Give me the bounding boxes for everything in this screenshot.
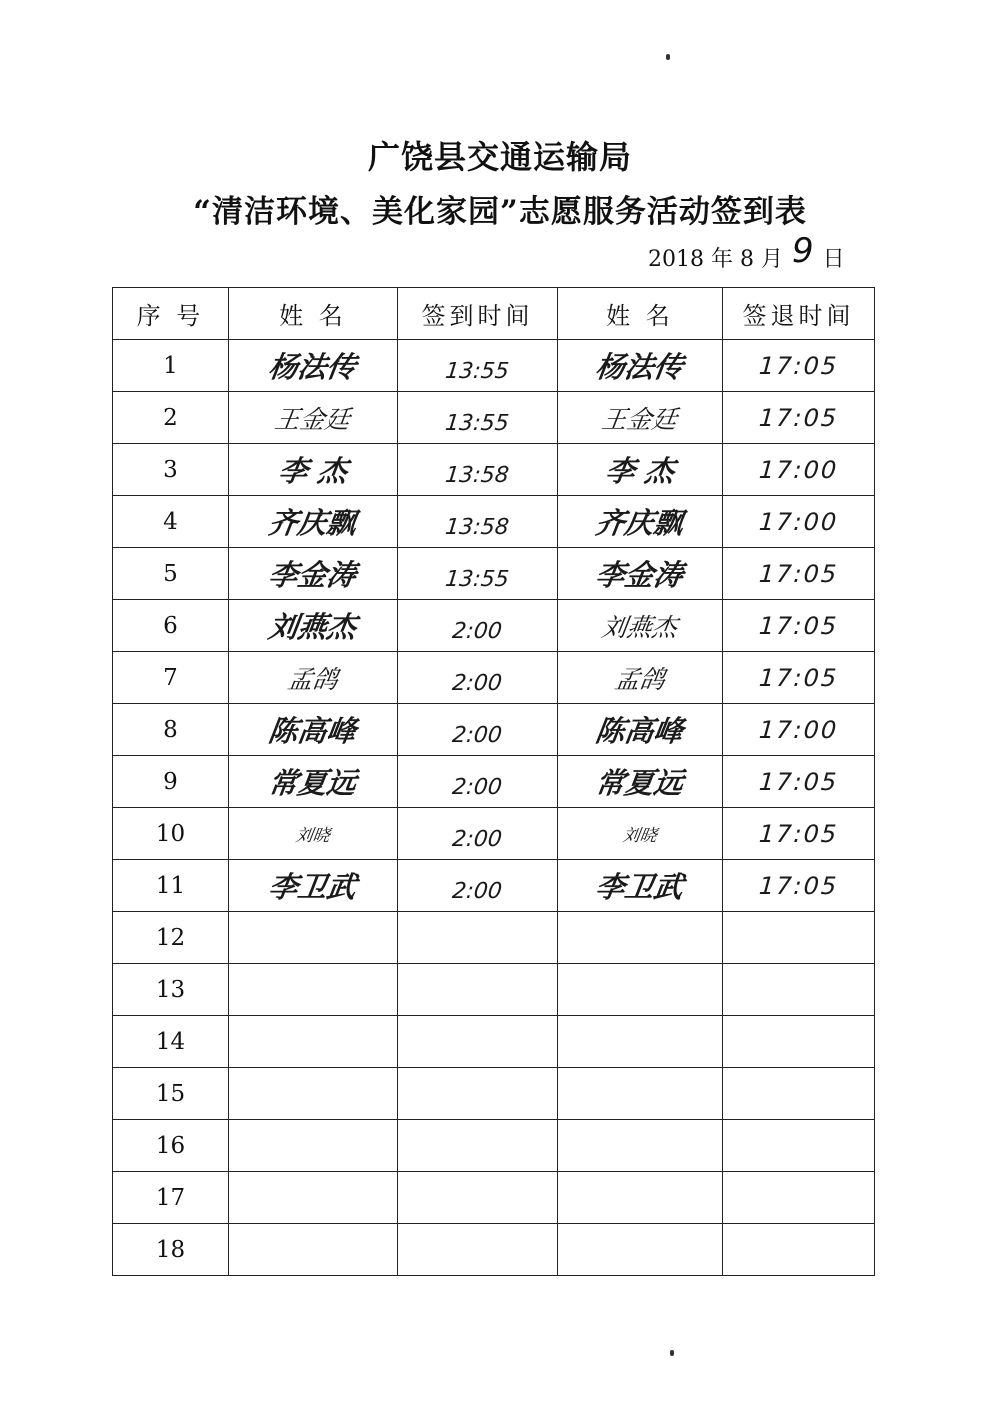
table-row — [113, 1016, 875, 1068]
time-in-cell — [398, 1068, 558, 1120]
name-in-cell — [229, 392, 398, 444]
name-out-cell — [558, 444, 723, 496]
header-seq: 序 号 — [113, 288, 229, 340]
signature-out: 王金廷 — [600, 404, 680, 434]
signature-in: 李金涛 — [266, 558, 359, 592]
table-row — [113, 1068, 875, 1120]
signout-time: 17:05 — [757, 403, 840, 432]
time-in-cell — [398, 756, 558, 808]
date-year-unit: 年 — [711, 247, 734, 272]
row-seq: 14 — [113, 1016, 229, 1068]
signin-time: 2:00 — [450, 827, 503, 852]
signature-in: 刘晓 — [294, 826, 332, 846]
time-in-cell — [398, 652, 558, 704]
time-in-cell — [398, 548, 558, 600]
name-out-cell — [558, 912, 723, 964]
row-seq: 8 — [113, 704, 229, 756]
time-out-cell — [723, 1016, 875, 1068]
time-in-cell — [398, 1120, 558, 1172]
signout-time: 17:05 — [757, 351, 840, 380]
time-out-cell — [723, 600, 875, 652]
date-day-unit: 日 — [822, 247, 845, 272]
signature-out: 李金涛 — [593, 558, 686, 592]
time-in-cell — [398, 496, 558, 548]
time-out-cell — [723, 340, 875, 392]
name-in-cell — [229, 756, 398, 808]
time-in-cell — [398, 912, 558, 964]
name-out-cell — [558, 652, 723, 704]
signout-time: 17:00 — [757, 455, 840, 484]
table-row — [113, 1172, 875, 1224]
row-seq: 15 — [113, 1068, 229, 1120]
time-in-cell — [398, 600, 558, 652]
name-in-cell — [229, 1172, 398, 1224]
date-line — [648, 231, 845, 273]
signature-out: 陈高峰 — [593, 714, 686, 748]
date-month-unit: 月 — [761, 247, 784, 272]
time-in-cell — [398, 808, 558, 860]
table-row — [113, 548, 875, 600]
name-in-cell — [229, 600, 398, 652]
time-in-cell — [398, 340, 558, 392]
table-row — [113, 964, 875, 1016]
time-out-cell — [723, 964, 875, 1016]
time-in-cell — [398, 964, 558, 1016]
signature-in: 陈高峰 — [266, 714, 359, 748]
table-row — [113, 756, 875, 808]
table-row — [113, 600, 875, 652]
table-header-row — [113, 288, 875, 340]
document-subtitle: “清洁环境、美化家园”志愿服务活动签到表 — [193, 194, 807, 230]
signin-time: 13:55 — [443, 359, 510, 384]
name-out-cell — [558, 704, 723, 756]
signature-in: 孟鸽 — [285, 664, 340, 694]
signature-in: 李卫武 — [266, 870, 359, 904]
name-out-cell — [558, 1172, 723, 1224]
signout-time: 17:05 — [757, 767, 840, 796]
signout-time: 17:05 — [757, 663, 840, 692]
name-in-cell — [229, 964, 398, 1016]
time-out-cell — [723, 392, 875, 444]
scan-speck — [666, 54, 670, 60]
signature-in: 李 杰 — [276, 454, 350, 488]
table-row — [113, 392, 875, 444]
signature-out: 常夏远 — [593, 766, 686, 800]
name-out-cell — [558, 860, 723, 912]
row-seq: 11 — [113, 860, 229, 912]
row-seq: 3 — [113, 444, 229, 496]
signature-out: 李 杰 — [603, 454, 677, 488]
signature-out: 孟鸽 — [612, 664, 667, 694]
signin-time: 2:00 — [450, 671, 503, 696]
signin-time: 13:55 — [443, 411, 510, 436]
name-out-cell — [558, 496, 723, 548]
time-out-cell — [723, 912, 875, 964]
time-in-cell — [398, 1224, 558, 1276]
table-row — [113, 340, 875, 392]
header-signin-time: 签到时间 — [398, 288, 558, 340]
name-out-cell — [558, 1120, 723, 1172]
row-seq: 18 — [113, 1224, 229, 1276]
time-out-cell — [723, 444, 875, 496]
signature-out: 刘燕杰 — [600, 612, 680, 642]
name-in-cell — [229, 1120, 398, 1172]
time-out-cell — [723, 860, 875, 912]
table-row — [113, 1224, 875, 1276]
time-in-cell — [398, 1016, 558, 1068]
signout-time: 17:05 — [757, 611, 840, 640]
name-in-cell — [229, 912, 398, 964]
signout-time: 17:00 — [757, 507, 840, 536]
row-seq: 10 — [113, 808, 229, 860]
signout-time: 17:00 — [757, 715, 840, 744]
signature-in: 刘燕杰 — [266, 610, 359, 644]
time-out-cell — [723, 548, 875, 600]
table-row — [113, 496, 875, 548]
signin-time: 2:00 — [450, 879, 503, 904]
name-out-cell — [558, 808, 723, 860]
row-seq: 9 — [113, 756, 229, 808]
signature-out: 杨法传 — [593, 350, 686, 384]
time-out-cell — [723, 1120, 875, 1172]
signature-in: 常夏远 — [266, 766, 359, 800]
signin-time: 13:55 — [443, 567, 510, 592]
time-out-cell — [723, 756, 875, 808]
time-in-cell — [398, 704, 558, 756]
name-in-cell — [229, 444, 398, 496]
row-seq: 17 — [113, 1172, 229, 1224]
table-row — [113, 912, 875, 964]
signin-time: 13:58 — [443, 463, 510, 488]
time-in-cell — [398, 444, 558, 496]
signin-time: 2:00 — [450, 775, 503, 800]
name-out-cell — [558, 1068, 723, 1120]
name-out-cell — [558, 1224, 723, 1276]
time-out-cell — [723, 1172, 875, 1224]
signout-time: 17:05 — [757, 819, 840, 848]
time-out-cell — [723, 808, 875, 860]
name-in-cell — [229, 652, 398, 704]
header-signout-time: 签退时间 — [723, 288, 875, 340]
time-out-cell — [723, 1068, 875, 1120]
name-in-cell — [229, 808, 398, 860]
signout-time: 17:05 — [757, 871, 840, 900]
row-seq: 5 — [113, 548, 229, 600]
signature-in: 杨法传 — [266, 350, 359, 384]
signature-in: 齐庆飘 — [266, 506, 359, 540]
time-out-cell — [723, 496, 875, 548]
header-name-out: 姓 名 — [558, 288, 723, 340]
row-seq: 2 — [113, 392, 229, 444]
time-out-cell — [723, 1224, 875, 1276]
signature-in: 王金廷 — [273, 404, 353, 434]
row-seq: 7 — [113, 652, 229, 704]
signature-out: 刘晓 — [621, 826, 659, 846]
time-in-cell — [398, 1172, 558, 1224]
name-out-cell — [558, 392, 723, 444]
name-in-cell — [229, 860, 398, 912]
table-row — [113, 652, 875, 704]
name-in-cell — [229, 1016, 398, 1068]
table-row — [113, 860, 875, 912]
name-in-cell — [229, 1224, 398, 1276]
row-seq: 6 — [113, 600, 229, 652]
name-in-cell — [229, 548, 398, 600]
name-out-cell — [558, 756, 723, 808]
signin-table — [112, 287, 875, 1276]
date-day: 9 — [792, 231, 814, 271]
name-out-cell — [558, 1016, 723, 1068]
row-seq: 16 — [113, 1120, 229, 1172]
time-in-cell — [398, 392, 558, 444]
row-seq: 1 — [113, 340, 229, 392]
signature-out: 齐庆飘 — [593, 506, 686, 540]
signature-out: 李卫武 — [593, 870, 686, 904]
time-out-cell — [723, 652, 875, 704]
signin-time: 13:58 — [443, 515, 510, 540]
row-seq: 13 — [113, 964, 229, 1016]
table-row — [113, 1120, 875, 1172]
time-out-cell — [723, 704, 875, 756]
name-out-cell — [558, 548, 723, 600]
name-out-cell — [558, 340, 723, 392]
name-out-cell — [558, 600, 723, 652]
row-seq: 4 — [113, 496, 229, 548]
name-in-cell — [229, 1068, 398, 1120]
header-name-in: 姓 名 — [229, 288, 398, 340]
signin-time: 2:00 — [450, 619, 503, 644]
table-row — [113, 444, 875, 496]
name-in-cell — [229, 496, 398, 548]
date-month: 8 — [740, 247, 755, 272]
table-row — [113, 808, 875, 860]
name-in-cell — [229, 340, 398, 392]
signin-time: 2:00 — [450, 723, 503, 748]
scan-speck — [670, 1350, 674, 1356]
row-seq: 12 — [113, 912, 229, 964]
name-out-cell — [558, 964, 723, 1016]
signout-time: 17:05 — [757, 559, 840, 588]
name-in-cell — [229, 704, 398, 756]
document-title: 广饶县交通运输局 — [367, 138, 632, 176]
date-year: 2018 — [648, 247, 704, 272]
time-in-cell — [398, 860, 558, 912]
table-row — [113, 704, 875, 756]
